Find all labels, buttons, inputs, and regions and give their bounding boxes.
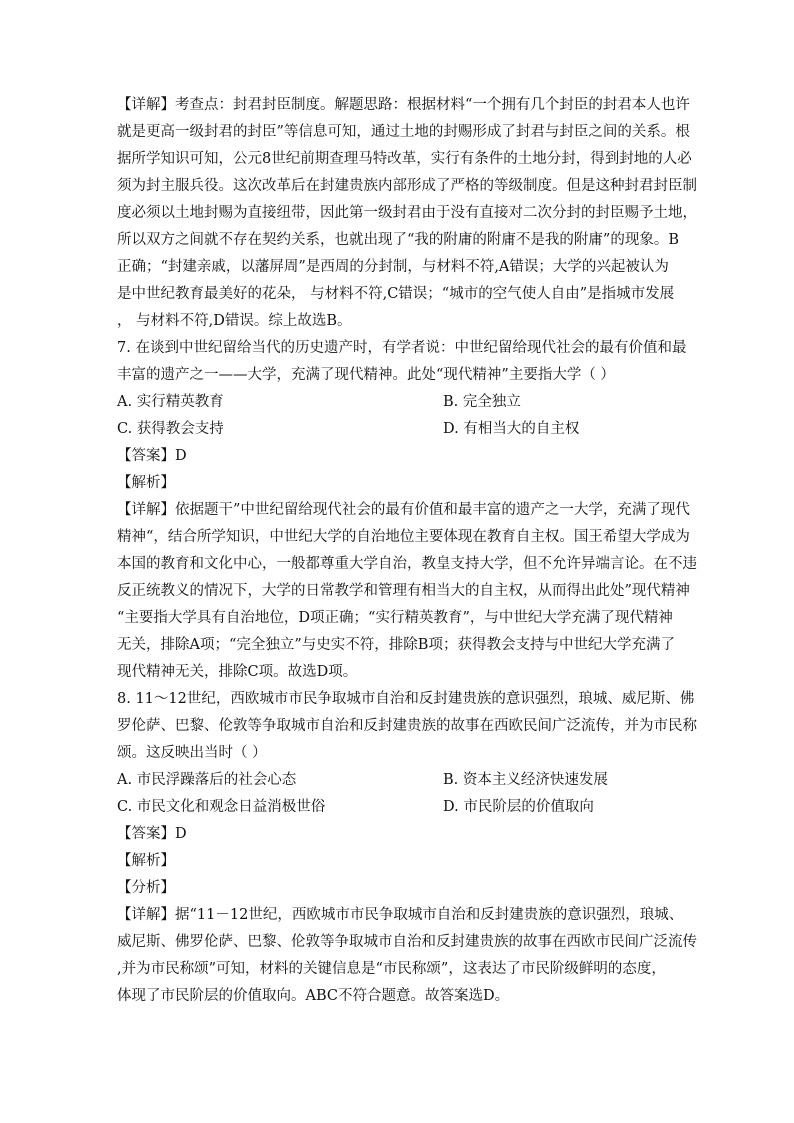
question-stem-line: 7. 在谈到中世纪留给当代的历史遗产时，有学者说：中世纪留给现代社会的最有价值和最 [117,340,687,356]
fenxi-label: 【分析】 [117,880,175,896]
options-row [117,794,677,821]
question-stem-line: 颂。这反映出当时（ ） [117,745,267,761]
text-line: 正确；“封建亲戚，以藩屏周”是西周的分封制，与材料不符,A错误；大学的兴起被认为 [117,259,669,275]
q6-explanation [117,92,697,335]
text-line: 所以双方之间就不存在契约关系，也就出现了“我的附庸的附庸不是我的附庸”的现象。B [117,232,679,248]
option-c: C. 获得教会支持 [117,421,224,437]
text-line: 体现了市民阶层的价值取向。ABC不符合题意。故答案选D。 [117,988,510,1004]
text-line: ， 与材料不符,D错误。综上故选B。 [117,313,352,329]
option-a: A. 市民浮躁落后的社会心态 [117,772,297,788]
text-line: 【详解】考查点：封君封臣制度。解题思路：根据材料“一个拥有几个封臣的封君本人也许 [117,97,690,113]
text-line: 是中世纪教育最美好的花朵， 与材料不符,C错误；“城市的空气使人自由”是指城市发展 [117,286,675,302]
question-stem-line: 罗伦萨、巴黎、伦敦等争取城市自治和反封建贵族的故事在西欧民间广泛流传，并为市民称 [117,718,697,734]
text-line: “主要指大学具有自治地位，D项正确；“实行精英教育”，与中世纪大学充满了现代精神 [117,610,673,626]
text-line: 【详解】据“11－12世纪，西欧城市市民争取城市自治和反封建贵族的意识强烈，琅城、 [117,907,684,923]
answer-label: 【答案】D [117,826,187,842]
options-row [117,416,677,443]
text-line: 反正统教义的情况下，大学的日常教学和管理有相当大的自主权，从而得出此处”现代精神 [117,583,690,599]
option-b: B. 资本主义经济快速发展 [443,772,608,788]
question-stem-line: 丰富的遗产之一——大学，充满了现代精神。此处“现代精神”主要指大学（ ） [117,367,615,383]
option-d: D. 有相当大的自主权 [443,421,580,437]
answer-label: 【答案】D [117,448,187,464]
question-8 [117,686,697,1010]
text-line: 就是更高一级封君的封臣”等信息可知，通过土地的封赐形成了封君与封臣之间的关系。根 [117,124,690,140]
analysis-label: 【解析】 [117,475,175,491]
text-line: 【详解】依据题干”中世纪留给现代社会的最有价值和最丰富的遗产之一大学，充满了现代 [117,502,690,518]
text-line: 精神“，结合所学知识，中世纪大学的自治地位主要体现在教育自主权。国王希望大学成为 [117,529,690,545]
text-line: 现代精神无关，排除C项。故选D项。 [117,664,358,680]
options-row [117,389,677,416]
text-line: 须为封主服兵役。这次改革后在封建贵族内部形成了严格的等级制度。但是这种封君封臣制 [117,178,697,194]
options-row [117,767,677,794]
text-line: 度必须以土地封赐为直接纽带，因此第一级封君由于没有直接对二次分封的封臣赐予土地， [117,205,697,221]
option-c: C. 市民文化和观念日益消极世俗 [117,799,326,815]
text-line: 本国的教育和文化中心，一般都尊重大学自治，教皇支持大学，但不允许异端言论。在不违 [117,556,697,572]
text-line: ,并为市民称颂”可知，材料的关键信息是“市民称颂”，这表达了市民阶级鲜明的态度， [117,961,666,977]
question-stem-line: 8. 11～12世纪，西欧城市市民争取城市自治和反封建贵族的意识强烈，琅城、威尼斯、佛 [117,691,695,707]
document-page [117,92,697,1010]
option-a: A. 实行精英教育 [117,394,224,410]
question-7 [117,335,697,686]
text-line: 无关，排除A项；“完全独立”与史实不符，排除B项；获得教会支持与中世纪大学充满了 [117,637,675,653]
option-b: B. 完全独立 [443,394,521,410]
option-d: D. 市民阶层的价值取向 [443,799,594,815]
analysis-label: 【解析】 [117,853,175,869]
text-line: 据所学知识可知，公元8世纪前期查理马特改革，实行有条件的土地分封，得到封地的人必 [117,151,692,167]
text-line: 威尼斯、佛罗伦萨、巴黎、伦敦等争取城市自治和反封建贵族的故事在西欧市民间广泛流传 [117,934,697,950]
